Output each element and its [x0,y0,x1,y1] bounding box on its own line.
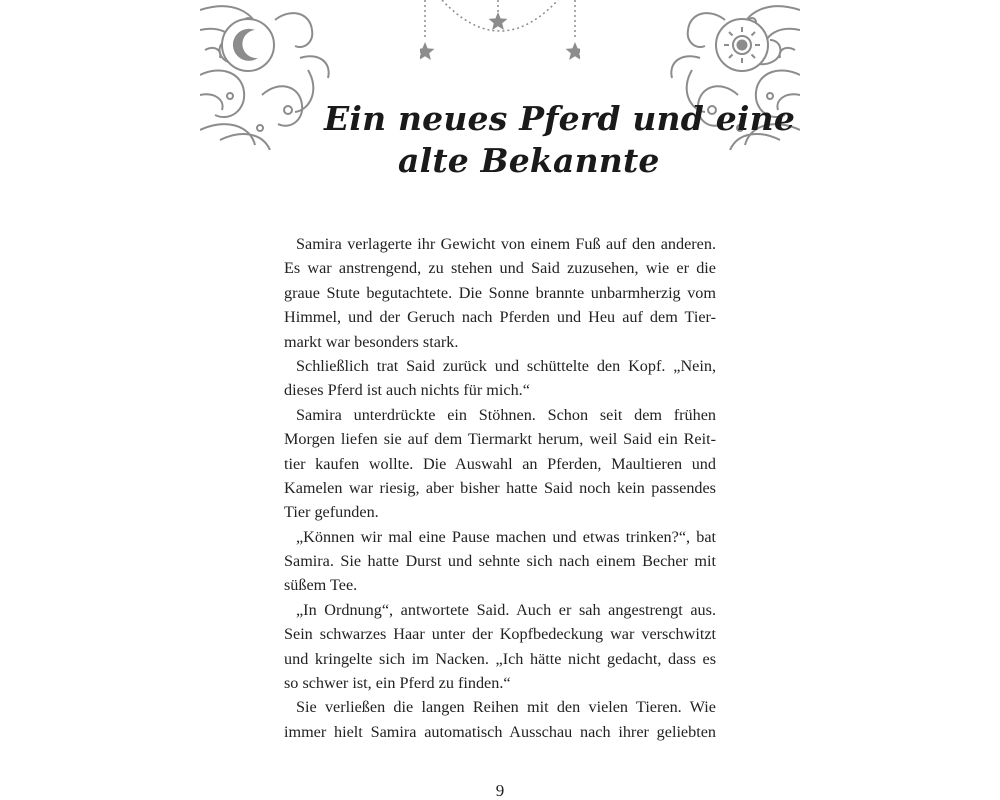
text-line: Morgen liefen sie auf dem Tiermarkt herum, weil Said ein Reit- [284,430,716,449]
text-line: graue Stute begutachtete. Die Sonne brannte unbarmherzig vom [284,283,716,302]
book-page [200,0,800,800]
text-line: dieses Pferd ist auch nichts für mich.“ [284,381,530,400]
text-line: „Können wir mal eine Pause machen und etwas trinken?“, bat [296,527,716,546]
text-line: Kamelen war riesig, aber bisher hatte Said noch kein passendes [284,478,716,497]
text-line: und kringelte sich im Nacken. „Ich hätte nicht gedacht, dass es [284,649,716,668]
text-line: immer hielt Samira automatisch Ausschau nach ihrer geliebten [284,722,716,741]
star-icon [420,42,435,60]
text-line: tier kaufen wollte. Die Auswahl an Pferden, Maultieren und [284,454,716,473]
text-line: Sie verließen die langen Reihen mit den vielen Tieren. Wie [296,698,716,717]
text-line: Sein schwarzes Haar unter der Kopfbedeckung war verschwitzt [284,625,716,644]
chapter-title-line-2: alte Bekannte [398,141,660,180]
chapter-body-text [284,232,716,744]
star-icon [566,42,581,60]
text-line: Himmel, und der Geruch nach Pferden und Heu auf dem Tier- [284,308,716,327]
text-line: Samira. Sie hatte Durst und sehnte sich nach einem Becher mit [284,552,716,571]
text-line: Samira verlagerte ihr Gewicht von einem Fuß auf den anderen. [296,235,716,253]
chapter-title-line-1: Ein neues Pferd und eine [324,99,796,138]
text-line: Schließlich trat Said zurück und schüttelte den Kopf. „Nein, [296,356,716,375]
star-garland [420,0,580,70]
text-line: süßem Tee. [284,576,358,595]
text-line: markt war besonders stark. [284,332,459,351]
text-line: Samira unterdrückte ein Stöhnen. Schon seit dem frühen [296,405,716,424]
page-number: 9 [495,781,505,800]
text-line: „In Ordnung“, antwortete Said. Auch er sah angestrengt aus. [296,600,716,619]
text-line: Tier gefunden. [284,503,379,522]
text-line: so schwer ist, ein Pferd zu finden.“ [284,674,511,693]
star-icon [489,12,508,30]
text-line: Es war anstrengend, zu stehen und Said zuzusehen, wie er die [284,259,716,278]
